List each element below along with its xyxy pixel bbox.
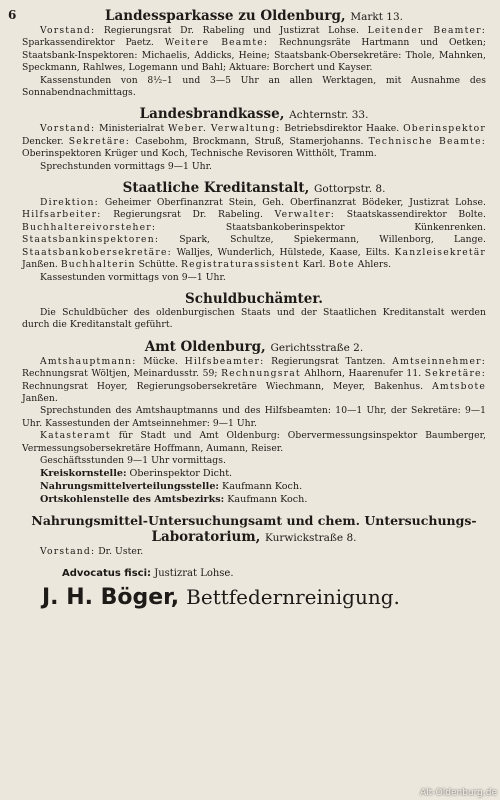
ad-company-name: J. H. Böger, [42, 584, 180, 610]
section-heading-landesbrandkasse [22, 106, 486, 123]
heading-title: Schuldbuchämter. [185, 290, 323, 307]
advocatus-label: Advocatus fisci: [62, 567, 152, 579]
text-run: Mücke. [136, 355, 185, 367]
text-run: Walljes, Wunderlich, Hülstede, Kaase, Eilts. [171, 246, 395, 258]
spaced-label: Leitender Beamter: [367, 25, 486, 36]
sub-entry-label: Kreiskornstelle: [40, 468, 127, 480]
spaced-label: Technische Beamte: [368, 135, 486, 147]
paragraph [22, 25, 486, 75]
text-run: Casebohm, Brockmann, Struß, Stamerjohanns. [130, 135, 369, 147]
advocatus-line [62, 567, 486, 580]
section-heading-landessparkasse [22, 8, 486, 25]
watermark: Alt-Oldenburg.de [419, 788, 497, 798]
ad-business-text: Bettfedernreinigung. [186, 584, 400, 609]
spaced-label: Sekretäre: [68, 135, 131, 147]
section-heading-untersuchungsamt [22, 513, 486, 529]
paragraph [22, 546, 486, 558]
text-run: Dencker. [22, 135, 69, 147]
sub-entry-label: Nahrungsmittelverteilungsstelle: [40, 481, 219, 493]
heading-address: Achternstr. 33. [289, 109, 369, 122]
value: Dr. Uster. [95, 546, 144, 558]
spaced-label: Vorstand: [40, 25, 96, 36]
page-number: 6 [8, 8, 17, 22]
paragraph [22, 430, 486, 455]
heading-title: Landessparkasse zu Oldenburg, [105, 8, 346, 24]
text-run: Rechnungsräte Hartmann und Oetken; Staatsbank-Inspektoren: Michaelis, Addicks, Heine; Staatsbank-Obersekretäre: Thole, Mahnken, Speckmann, Rahlwes, Logemann und Bahl; Aktuare: Borchert und Kayser. [22, 37, 487, 74]
spaced-label: Verwaltung: [210, 123, 281, 135]
spaced-label: Staatsbankobersekretäre: [22, 246, 172, 258]
spaced-label: Buchhalterin [60, 259, 136, 271]
text-run: Janßen. [22, 392, 58, 404]
paragraph: Sprechstunden des Amtshauptmanns und des Hilfsbeamten: 10—1 Uhr, der Sekretäre: 9—1 Uhr. Kassestunden der Amtseinnehmer: 9—1 Uhr. [22, 405, 486, 429]
text-run: Schütte. [135, 259, 182, 271]
heading-title: Amt Oldenburg, [144, 338, 266, 355]
paragraph: Kassenstunden von 8½–1 und 3—5 Uhr an allen Werktagen, mit Ausnahme des Sonnabendnachmittags. [22, 74, 486, 99]
text-run: Rechnungsrat Wöltjen, Meinardusstr. 59; [22, 368, 222, 380]
spaced-label: Hilfsarbeiter: [22, 209, 102, 221]
text-run: Staatsbankoberinspektor Künkenrenken. [156, 221, 486, 233]
section-heading-untersuchungsamt-line2 [22, 529, 486, 546]
spaced-label: Amtshauptmann: [40, 355, 137, 367]
text-run: Geheimer Oberfinanzrat Stein, Geh. Oberfinanzrat Bödeker, Justizrat Lohse. [98, 197, 486, 209]
heading-title-line2: Laboratorium, [151, 529, 261, 546]
spaced-label: Direktion: [40, 197, 99, 209]
spaced-label: Vorstand: [40, 123, 96, 135]
heading-address: Markt 13. [350, 11, 403, 23]
spaced-label: Oberinspektor [403, 123, 486, 135]
spaced-label: Verwalter: [274, 209, 336, 221]
paragraph: Sprechstunden vormittags 9—1 Uhr. [40, 160, 213, 172]
section-heading-kreditanstalt [22, 180, 486, 197]
sub-entry [40, 467, 486, 480]
sub-entry [40, 480, 486, 493]
paragraph: Kassestunden vormittags von 9—1 Uhr. [40, 271, 226, 283]
text-run: Regierungsrat Dr. Rabeling. [101, 209, 275, 221]
spaced-label: Weber. [168, 123, 207, 135]
text-run: Oberinspektoren Krüger und Koch, Technische Revisoren Witthölt, Tramm. [22, 148, 377, 160]
heading-address: Gottorpstr. 8. [314, 183, 386, 196]
heading-title-line1: Nahrungsmittel-Untersuchungsamt und chem. Untersuchungs- [31, 513, 477, 529]
advertisement [42, 584, 486, 611]
text-run: für Stadt und Amt Oldenburg: Obervermessungsinspektor Baumberger, Vermessungsobersekretäre Hoffmann, Aumann, Reiser. [22, 430, 486, 454]
spaced-label: Amtseinnehmer: [392, 355, 486, 367]
spaced-label: Amtsbote [432, 380, 486, 392]
text-run: Ahlers. [354, 259, 392, 271]
paragraph [22, 197, 486, 271]
paragraph [22, 123, 486, 160]
advocatus-value: Justizrat Lohse. [151, 567, 234, 579]
paragraph: Geschäftsstunden 9—1 Uhr vormittags. [40, 454, 226, 466]
spaced-label: Staatsbankinspektoren: [22, 234, 160, 246]
sub-entry-value: Oberinspektor Dicht. [126, 468, 233, 480]
sub-entry-value: Kaufmann Koch. [224, 494, 308, 506]
text-run: Regierungsrat Dr. Rabeling und Justizrat Lohse. [95, 25, 368, 36]
text-run: Ahlhorn, Haarenufer 11. [300, 368, 425, 380]
text-run: Karl. [299, 259, 329, 271]
spaced-label: Sekretäre: [424, 368, 486, 380]
text-run: Sparkassendirektor Paetz. [22, 37, 165, 49]
sub-entry-label: Ortskohlenstelle des Amtsbezirks: [40, 494, 225, 506]
text-run: Janßen. [22, 259, 61, 271]
spaced-label: Rechnungsrat [221, 368, 301, 380]
text-run: Regierungsrat Tantzen. [264, 355, 393, 367]
sub-entry [40, 493, 486, 506]
heading-address: Kurwickstraße 8. [265, 532, 357, 545]
paragraph [22, 356, 486, 406]
heading-address: Gerichtsstraße 2. [270, 341, 364, 354]
text-run: Spark, Schultze, Spiekermann, Willenborg, Lange. [159, 234, 486, 246]
label: Vorstand: [40, 546, 96, 558]
section-heading-amt-oldenburg [22, 339, 486, 356]
spaced-label: Registraturassistent [181, 259, 300, 271]
spaced-label: Weitere Beamte: [164, 37, 269, 49]
text-run: Betriebsdirektor Haake. [280, 123, 404, 135]
text-run: Ministerialrat [95, 123, 169, 135]
sub-entry-value: Kaufmann Koch. [218, 481, 303, 493]
heading-title: Staatliche Kreditanstalt, [122, 180, 310, 197]
paragraph: Die Schuldbücher des oldenburgischen Staats und der Staatlichen Kreditanstalt werden durch die Kreditanstalt geführt. [22, 306, 486, 331]
heading-title: Landesbrandkasse, [139, 106, 285, 123]
text-run: Rechnungsrat Hoyer, Regierungsobersekretäre Wiechmann, Meyer, Bakenhus. [22, 380, 433, 392]
section-heading-schuldbuchaemter [22, 291, 486, 307]
spaced-label: Buchhaltereivorsteher: [22, 221, 157, 233]
spaced-label: Kanzleisekretär [394, 246, 486, 258]
spaced-label: Katasteramt [40, 430, 111, 442]
spaced-label: Hilfsbeamter: [184, 355, 265, 367]
spaced-label: Bote [328, 259, 355, 271]
text-run: Staatskassendirektor Bolte. [335, 209, 486, 221]
